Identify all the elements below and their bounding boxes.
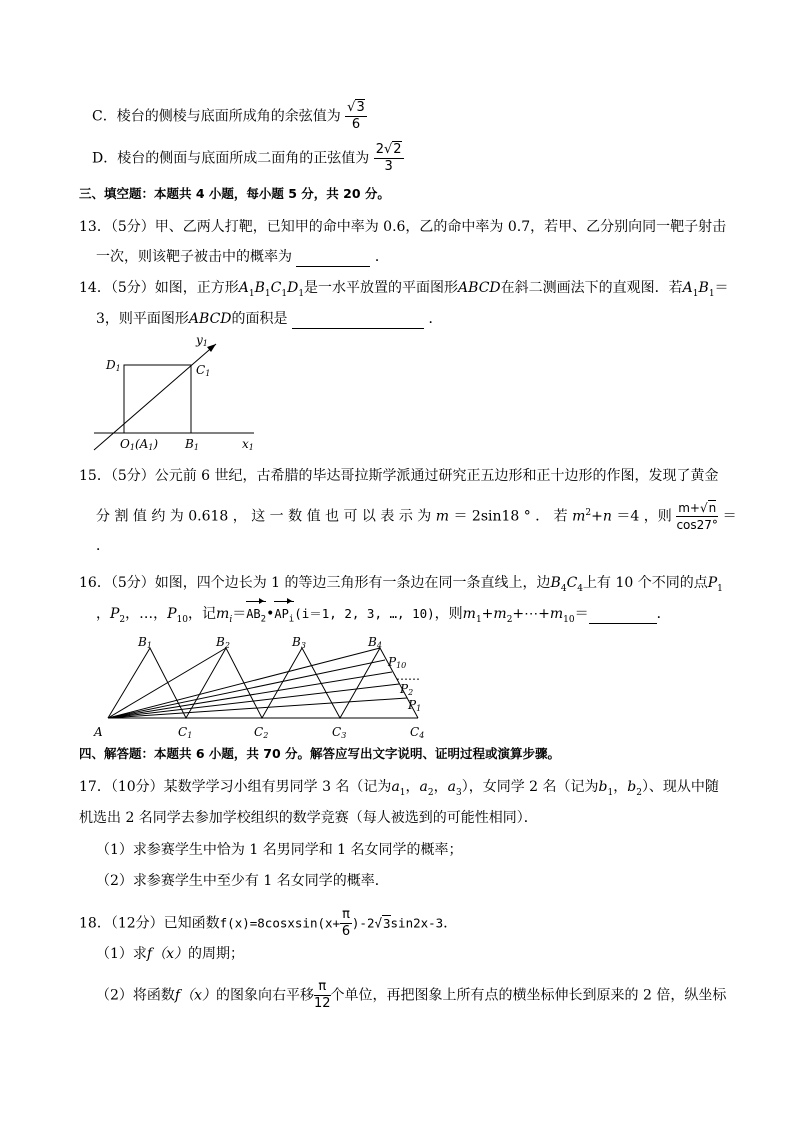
label-P1: P1 <box>408 698 422 713</box>
q15-line2: 分 割 值 约 为 0.618 ， 这 一 数 值 也 可 以 表 示 为 m ＝ 2sin18 ° ． 若 $m^2+n =4$ ，则 $\frac{m+√n}{\cos 27^\circ}$ ＝ <box>96 501 737 532</box>
fraction-2sqrt2-over-3: $\frac{2√2}{3}$ <box>375 142 402 174</box>
q17-part1: （1）求参赛学生中恰为 1 名男同学和 1 名女同学的概率； <box>96 842 463 858</box>
q13-line1: 13．（5分）甲、乙两人打靶，已知甲的命中率为 0.6，乙的命中率为 0.7，若甲、乙分别向同一靶子射击 <box>79 219 727 235</box>
label-y1: y1 <box>196 333 208 348</box>
label-C4: C4 <box>410 725 425 740</box>
option-d: D．棱台的侧面与底面所成二面角的正弦值为 $\frac{2√2}{3}$ <box>92 142 402 174</box>
label-B1: B1 <box>185 437 199 452</box>
label-D1: D1 <box>106 358 121 373</box>
label-B2: B2 <box>216 635 230 650</box>
q17-part2: （2）求参赛学生中至少有 1 名女同学的概率． <box>96 873 389 889</box>
label-C1: C1 <box>178 725 193 740</box>
q15-line1: 15．（5分）公元前 6 世纪，古希腊的毕达哥拉斯学派通过研究正五边形和正十边形的作图，发现了黄金 <box>79 468 719 484</box>
label-B1: B1 <box>138 635 152 650</box>
fraction-sqrt3-over-6: $\frac{√3}{6}$ <box>347 100 365 132</box>
q15-line3: ． <box>96 538 110 554</box>
q18-part2: （2）将函数f（x）的图象向右平移 $\frac{\pi}{12}$ 个单位，再把图象上所有点的横坐标伸长到原来的 2 倍，纵坐标 <box>96 979 727 1011</box>
figure-q16 <box>92 632 432 744</box>
section-4-heading: 四、解答题：本题共 6 小题，共 70 分。解答应写出文字说明、证明过程或演算步骤。 <box>79 746 561 761</box>
fraction-m-sqrt-n-over-cos27: $\frac{m+√n}{\cos 27^\circ}$ <box>676 501 718 532</box>
q16-answer-blank[interactable] <box>589 607 657 624</box>
q18-line1: 18．（12分）已知函数f(x)=8cosxsin(x+ $\frac{\pi}{6}$ )-2√3sin2x-3． <box>79 907 458 939</box>
label-x1: x1 <box>242 437 254 452</box>
label-B4: B4 <box>368 635 382 650</box>
section-3-heading: 三、填空题：本题共 4 小题，每小题 5 分，共 20 分。 <box>79 186 390 201</box>
label-C1: C1 <box>196 363 211 378</box>
q14-line1: 14．（5分）如图，正方形$A_1B_1C_1D_1$是一水平放置的平面图形ABCD在斜二测画法下的直观图．若$A_1B_1=$ <box>79 280 729 299</box>
fraction-pi-over-6: $\frac{\pi}{6}$ <box>341 907 351 939</box>
q17-line1: 17．（10分）某数学学习小组有男同学 3 名（记为$a_1$，$a_2$，$a_3$），女同学 2 名（记为$b_1$，$b_2$）、现从中随 <box>79 779 719 798</box>
label-A: A <box>94 725 103 739</box>
fraction-pi-over-12: $\frac{\pi}{12}$ <box>314 979 331 1011</box>
vector-AB2: $AB_2$ <box>246 604 266 624</box>
q14-answer-blank[interactable] <box>292 312 424 329</box>
label-P10: P10 <box>388 655 407 670</box>
figure-q14 <box>92 332 262 454</box>
label-B3: B3 <box>292 635 306 650</box>
label-dots: …… <box>396 669 420 683</box>
q14-line2: 3，则平面图形ABCD的面积是 ． <box>96 311 443 327</box>
label-P2: P2 <box>400 682 414 697</box>
option-c: C．棱台的侧棱与底面所成角的余弦值为 $\frac{√3}{6}$ <box>92 100 365 132</box>
label-C2: C2 <box>254 725 269 740</box>
q16-line1: 16．（5分）如图，四个边长为 1 的等边三角形有一条边在同一条直线上，边$B_4C_4$上有 10 个不同的点$P_1$ <box>79 575 723 594</box>
q16-line2: ，$P_2$，…，$P_{10}$，记$m_i=AB_2•AP_i(i=1$, 2, 3, …, 10)，则$m_1+m_2+\cdots+m_{10}=$ ． <box>96 606 671 625</box>
vector-APi: $AP_i$ <box>274 604 294 624</box>
label-O1A1: O1(A1) <box>120 437 159 452</box>
q13-line2: 一次，则该靶子被击中的概率为 ． <box>96 249 389 265</box>
q13-answer-blank[interactable] <box>296 250 370 267</box>
label-C3: C3 <box>332 725 347 740</box>
q18-part1: （1）求f（x）的周期； <box>96 946 244 962</box>
q17-line2: 机选出 2 名同学去参加学校组织的数学竞赛（每人被选到的可能性相同）． <box>79 810 538 826</box>
